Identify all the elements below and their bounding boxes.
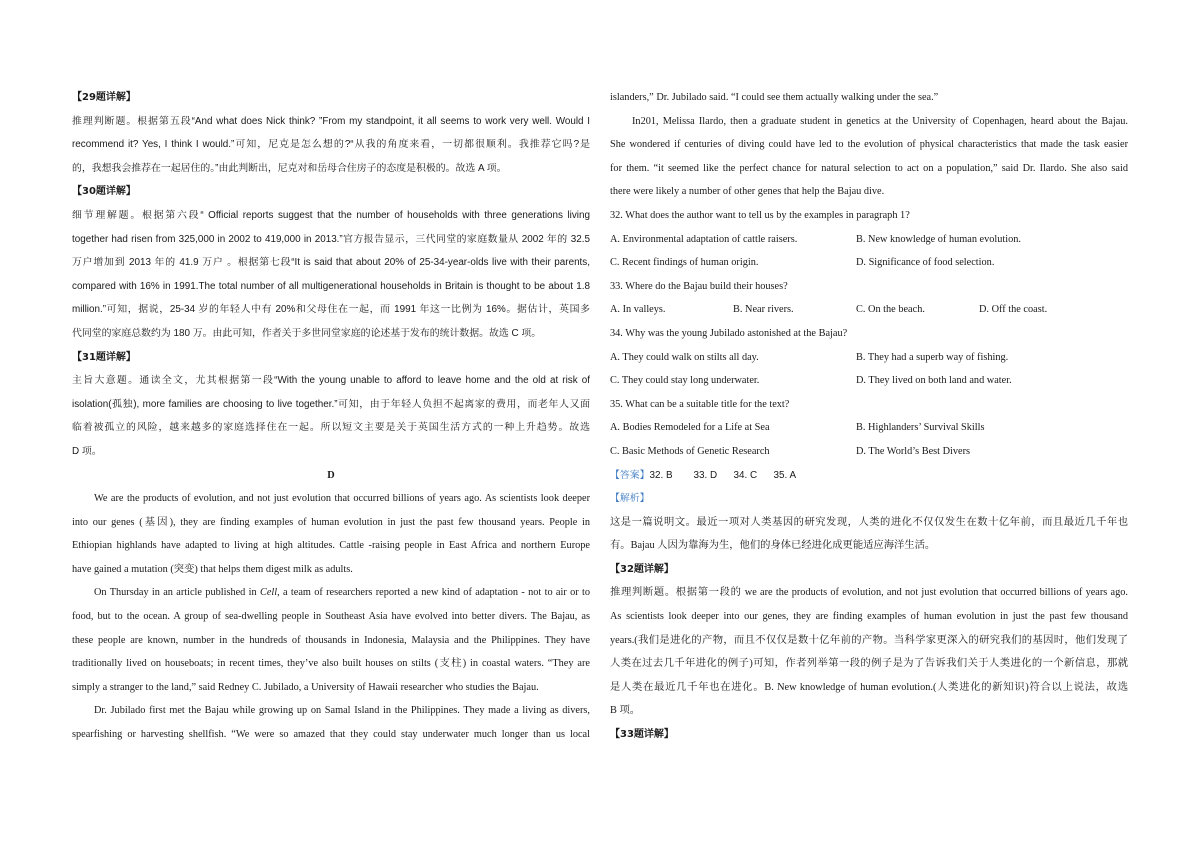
passage-paragraph-2-line: food, but to the ocean. A group of sea-dwelling people in Southeast Asia have evolved into better divers. The Bajau, as: [72, 611, 590, 623]
right-column: [610, 86, 1128, 747]
analysis-line: 有。Bajau 人因为靠海为生，他们的身体已经进化成更能适应海洋生活。: [610, 540, 936, 552]
passage-paragraph-3-line: spearfishing or harvesting shellfish. “We were so amazed that they could stay underwater much longer than us local: [72, 729, 590, 741]
passage-paragraph-1-line: Ethiopian highlands have adapted to living at high altitudes. Cattle -raising people in East Africa and northern Europe: [72, 540, 590, 552]
passage-paragraph-4-line: She wondered if centuries of diving could have led to the evolution of physical characteristics that made the task easier: [610, 139, 1128, 151]
passage-paragraph-2-line: simply a stranger to the land,” said Redney C. Jubilado, a University of Hawaii researcher who studies the Bajau.: [72, 681, 539, 693]
question-33: 33. Where do the Bajau build their houses?: [610, 280, 788, 292]
option-b: B. New knowledge of human evolution.: [856, 233, 1022, 245]
question-33-options: [610, 298, 1128, 322]
answer-item: 35. A: [773, 469, 797, 481]
q29-explanation-line: recommend it? Yes, I think I would.”可知，尼克是怎么想的?“从我的角度来看，一切都很顺利。我推荐它吗?是: [72, 139, 590, 151]
question-34-options: [610, 346, 1128, 370]
question-32-options: [610, 228, 1128, 252]
question-35: 35. What can be a suitable title for the text?: [610, 398, 790, 410]
question-35-options: [610, 440, 1128, 464]
option-d: D. The World’s Best Divers: [856, 445, 971, 457]
question-35-options: [610, 416, 1128, 440]
q29-explanation-line: 推理判断题。根据第五段“And what does Nick think? ”From my standpoint, it all seems to work very well. Would I: [72, 115, 590, 127]
option-b: B. Highlanders’ Survival Skills: [856, 422, 985, 434]
journal-name: Cell: [259, 587, 278, 599]
option-a: A. In valleys.: [610, 304, 666, 316]
question-34: 34. Why was the young Jubilado astonished at the Bajau?: [610, 327, 848, 339]
answer-item: 34. C: [733, 469, 758, 481]
q32-explanation-line: 是人类在最近几千年也在进化。B. New knowledge of human evolution.(人类进化的新知识)符合以上说法，故选: [610, 681, 1128, 693]
option-a: A. Bodies Remodeled for a Life at Sea: [610, 422, 770, 434]
option-c: C. They could stay long underwater.: [610, 375, 760, 387]
passage-paragraph-3-line: islanders,” Dr. Jubilado said. “I could see them actually walking under the sea.”: [610, 92, 939, 103]
question-32: 32. What does the author want to tell us by the examples in paragraph 1?: [610, 209, 910, 221]
passage-paragraph-2-line: these people are known, number in the hundreds of thousands in Indonesia, Malaysia and the Philippines. They have: [72, 634, 590, 646]
option-c: C. On the beach.: [856, 304, 925, 316]
q30-explanation-line: together had risen from 325,000 in 2002 to 419,000 in 2013.”官方报告显示，三代同堂的家庭数量从 2002 年的 32.5: [72, 233, 590, 245]
answer-item: 32. B: [649, 469, 673, 481]
answer-item: 33. D: [693, 469, 718, 481]
left-column: [72, 86, 590, 747]
analysis-line: 这是一篇说明文。最近一项对人类基因的研究发现，人类的进化不仅仅发生在数十亿年前，而且最近几千年也: [610, 516, 1128, 528]
q31-explanation-line: 临着被孤立的风险，越来越多的家庭选择住在一起。所以短文主要是关于英国生活方式的一种上升趋势。故选: [72, 422, 590, 434]
q32-explanation-line: 推理判断题。根据第一段的 we are the products of evolution, and not just evolution that occurred billions of years ago.: [610, 587, 1128, 599]
answer-key: [610, 464, 1128, 488]
q32-explanation-heading: 【32题详解】: [610, 563, 674, 575]
option-d: D. Off the coast.: [979, 304, 1048, 316]
q30-explanation-heading: 【30题详解】: [72, 186, 136, 198]
passage-paragraph-4-line: for them. “it seemed like the perfect chance for natural selection to act on a population,” said Dr. Ilardo. She also said: [610, 162, 1128, 174]
passage-paragraph-1-line: We are the products of evolution, and not just evolution that occurred billions of years ago. As scientists look deeper: [94, 493, 590, 505]
option-c: C. Basic Methods of Genetic Research: [610, 445, 770, 457]
q31-explanation-heading: 【31题详解】: [72, 351, 136, 363]
q32-explanation-line: years.(我们是进化的产物，而且不仅仅是数十亿年前的产物。当科学家更深入的研究我们的基因时，他们发现了: [610, 634, 1128, 646]
passage-text: , a team of researchers reported a new kind of adaptation - not to air or to: [277, 587, 590, 599]
q32-explanation-line: 人类在过去几千年进化的例子)可知，作者列举第一段的例子是为了告诉我们关于人类进化的一个新信息，那就: [610, 658, 1128, 670]
analysis-label: 【解析】: [610, 493, 650, 505]
option-d: D. Significance of food selection.: [856, 257, 995, 269]
passage-paragraph-1-line: into our genes (基因), they are finding examples of human evolution in just the past few thousand years. People in: [72, 516, 590, 528]
passage-paragraph-2-line: traditionally lived on houseboats; in recent times, they’ve also built houses on stilts (支柱) in coastal waters. “They are: [72, 658, 590, 670]
answer-label: 【答案】: [610, 469, 650, 481]
passage-text: On Thursday in an article published in: [94, 587, 260, 599]
option-a: A. Environmental adaptation of cattle raisers.: [610, 233, 798, 245]
option-b: B. They had a superb way of fishing.: [856, 351, 1009, 363]
section-title: D: [327, 469, 335, 481]
q31-explanation-line: D 项。: [72, 445, 102, 457]
q31-explanation-line: 主旨大意题。通读全文，尤其根据第一段“With the young unable to afford to leave home and the old at risk of: [72, 375, 590, 387]
q30-explanation-line: 细节理解题。根据第六段“ Official reports suggest that the number of households with three generations living: [72, 209, 590, 221]
passage-paragraph-2-line: [72, 581, 590, 605]
passage-paragraph-3-line: Dr. Jubilado first met the Bajau while growing up on Samal Island in the Philippines. They made a living as divers,: [94, 705, 590, 717]
q30-explanation-line: compared with 16% in 1991.The total number of all multigenerational households in Britain is thought to be about 1.8: [72, 280, 590, 292]
q30-explanation-line: 代同堂的家庭总数约为 180 万。由此可知，作者关于多世同堂家庭的论述基于发布的统计数据。故选 C 项。: [72, 327, 542, 339]
option-b: B. Near rivers.: [733, 304, 794, 316]
passage-paragraph-4-line: there were likely a number of other genes that help the Bajau dive.: [610, 186, 885, 198]
q31-explanation-line: isolation(孤独), more families are choosing to live together.”可知，由于年轻人负担不起离家的费用，而老年人又面: [72, 398, 590, 410]
q30-explanation-line: million.”可知，据说，25-34 岁的年轻人中有 20%和父母住在一起，而 1991 年这一比例为 16%。据估计，英国多: [72, 304, 590, 316]
question-34-options: [610, 369, 1128, 393]
q30-explanation-line: 万户增加到 2013 年的 41.9 万户 。根据第七段“It is said that about 20% of 25-34-year-olds live with their parents,: [72, 257, 590, 269]
passage-paragraph-1-line: have gained a mutation (突变) that helps them digest milk as adults.: [72, 563, 353, 575]
q29-explanation-heading: 【29题详解】: [72, 92, 136, 103]
option-c: C. Recent findings of human origin.: [610, 257, 759, 269]
q32-explanation-line: As scientists look deeper into our genes, they are finding examples of human evolution in just the past few thousand: [610, 611, 1128, 623]
q32-explanation-line: B 项。: [610, 705, 641, 717]
passage-paragraph-4-line: In201, Melissa Ilardo, then a graduate student in genetics at the University of Copenhagen, heard about the Bajau.: [632, 115, 1128, 127]
q33-explanation-heading: 【33题详解】: [610, 729, 674, 741]
option-d: D. They lived on both land and water.: [856, 375, 1012, 387]
question-32-options: [610, 251, 1128, 275]
q29-explanation-line: 的，我想我会推荐在一起居住的。”由此判断出，尼克对和岳母合住房子的态度是积极的。故选 A 项。: [72, 162, 507, 174]
option-a: A. They could walk on stilts all day.: [610, 351, 759, 363]
